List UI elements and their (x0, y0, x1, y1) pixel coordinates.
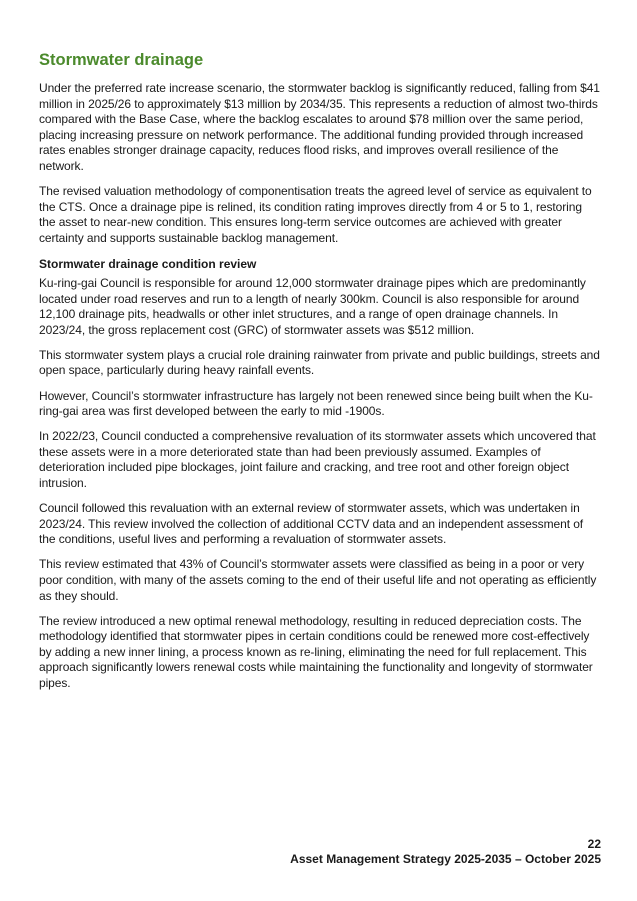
paragraph-valuation-methodology: The revised valuation methodology of componentisation treats the agreed level of service as equivalent to the CTS. Once a drainage pipe is relined, its condition rating improves directly from 4 or 5 to 1, restoring the asset to near-new condition. This ensures long-term service outcomes are achieved with greater certainty and supports sustainable backlog management. (39, 184, 592, 245)
subheading-condition-review: Stormwater drainage condition review (39, 256, 257, 271)
document-title: Asset Management Strategy 2025-2035 – October 2025 (290, 852, 601, 866)
paragraph-system-role: This stormwater system plays a crucial role draining rainwater from private and public buildings, streets and open space, particularly during heavy rainfall events. (39, 347, 600, 378)
paragraph-infrastructure-age: However, Council’s stormwater infrastructure has largely not been renewed since being built when the Ku-ring-gai area was first developed between the early to mid -1900s. (39, 388, 593, 419)
paragraph-responsibility: Ku-ring-gai Council is responsible for around 12,000 stormwater drainage pipes which are predominantly located under road reserves and run to a length of nearly 300km. Council is also responsible for around 12,100 drainage pits, headwalls or other inlet structures, and a range of open drainage channels. In 2023/24, the gross replacement cost (GRC) of stormwater assets was $512 million. (39, 275, 586, 337)
paragraph-revaluation: In 2022/23, Council conducted a comprehensive revaluation of its stormwater assets which uncovered that these assets were in a more deteriorated state than had been previously assumed. Examples of deterioration included pipe blockages, joint failure and cracking, and tree root and other foreign object intrusion. (39, 429, 596, 490)
page-number: 22 (587, 837, 601, 851)
section-title: Stormwater drainage (39, 51, 204, 69)
page-footer (290, 837, 601, 867)
paragraph-condition-estimate: This review estimated that 43% of Council’s stormwater assets were classified as being in a poor or very poor condition, with many of the assets coming to the end of their useful life and not operating as efficiently as they should. (39, 557, 597, 603)
document-page (39, 50, 601, 701)
paragraph-external-review: Council followed this revaluation with an external review of stormwater assets, which was undertaken in 2023/24. This review involved the collection of additional CCTV data and an independent assessment of the conditions, useful lives and performing a revaluation of stormwater assets. (39, 501, 584, 547)
paragraph-backlog: Under the preferred rate increase scenario, the stormwater backlog is significantly reduced, falling from $41 million in 2025/26 to approximately $13 million by 2034/35. This represents a reduction of almost two-thirds compared with the Base Case, where the backlog escalates to around $78 million over the same period, placing increasing pressure on network performance. The additional funding provided through increased rates enables stronger drainage capacity, reduces flood risks, and improves overall resilience of the network. (39, 81, 600, 173)
paragraph-renewal-methodology: The review introduced a new optimal renewal methodology, resulting in reduced depreciation costs. The methodology identified that stormwater pipes in certain conditions could be renewed more cost-effectively by adding a new inner lining, a process known as re-lining, eliminating the need for full replacement. This approach significantly lowers renewal costs while maintaining the functionality and longevity of stormwater pipes. (39, 613, 593, 690)
